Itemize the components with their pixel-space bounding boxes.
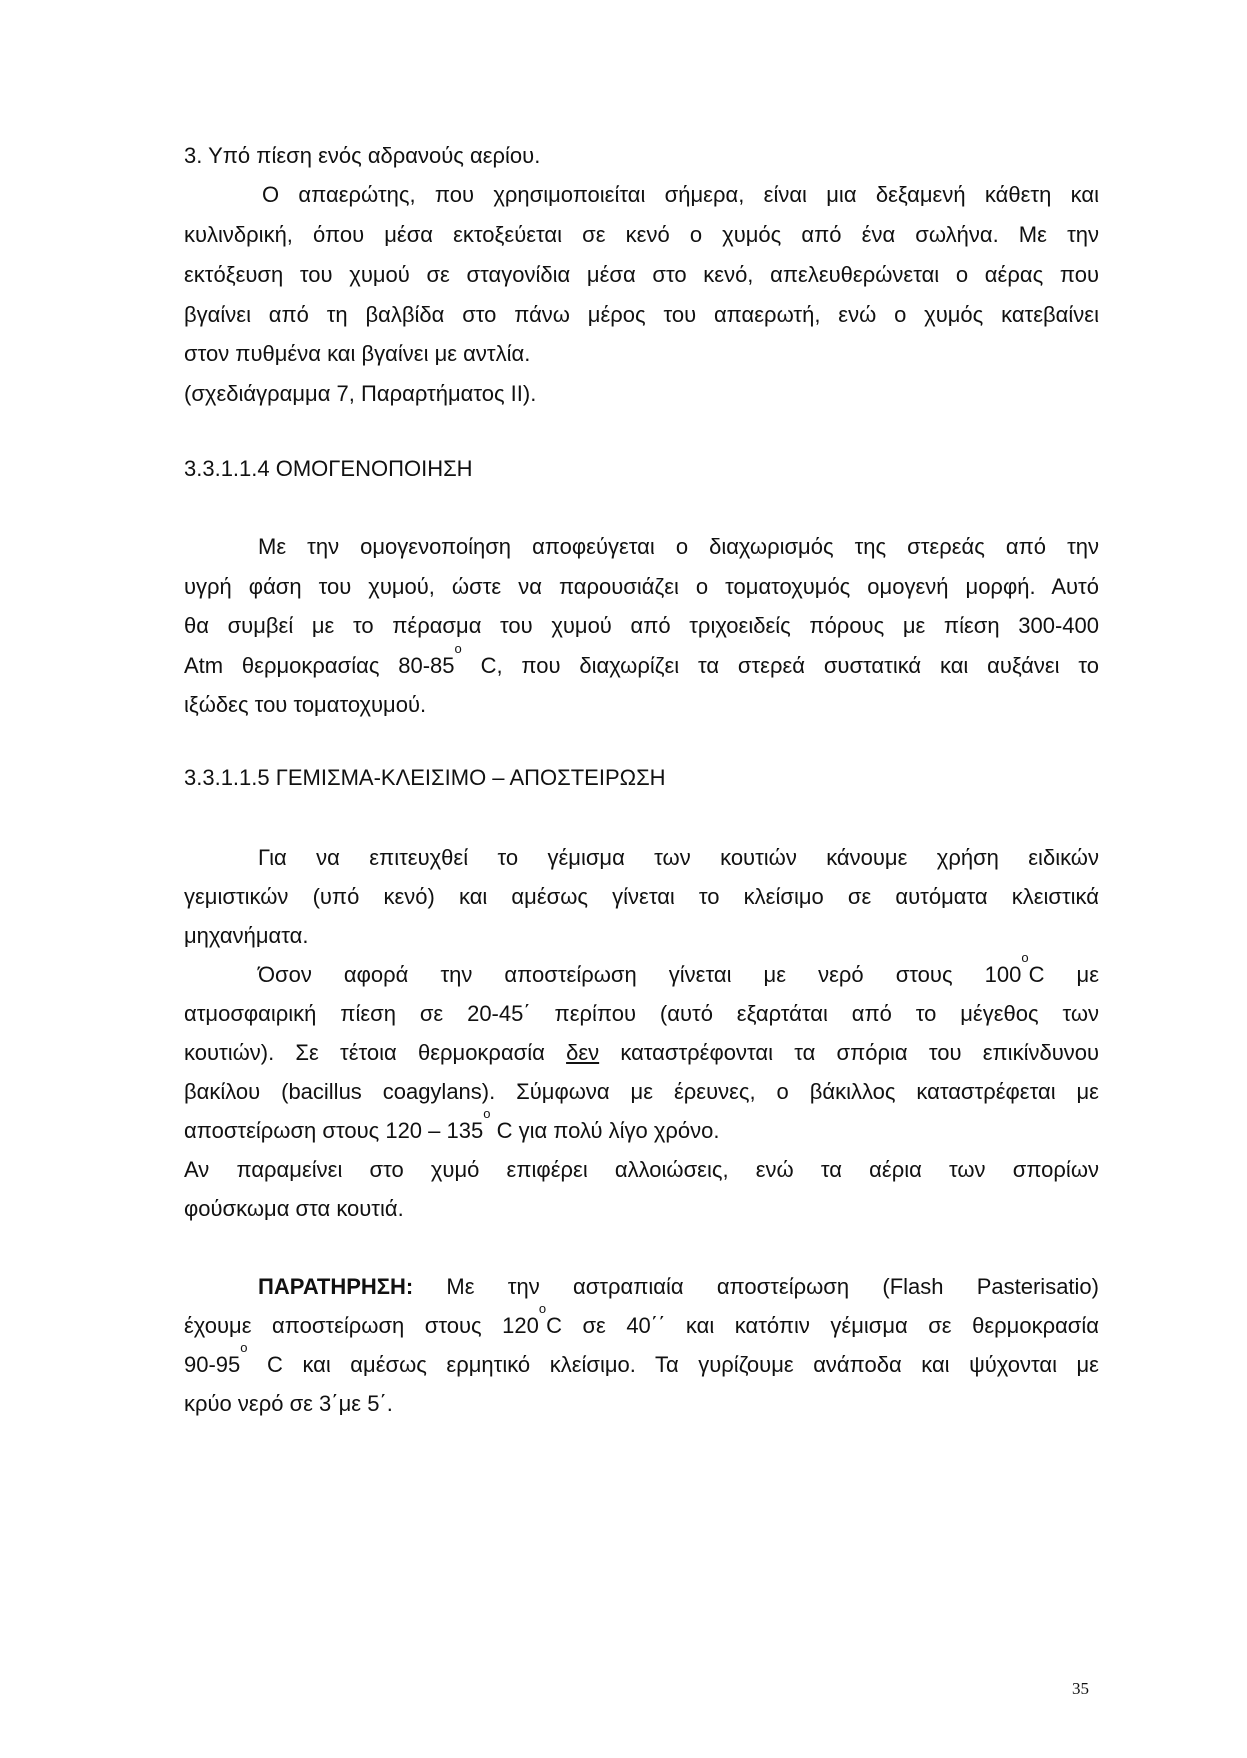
paragraph-line: στον πυθμένα και βγαίνει με αντλία. — [184, 341, 531, 366]
paragraph-line: Atm θερμοκρασίας $80-85^o$ C, που διαχωρίζει τα στερεά συστατικά και αυξάνει το — [184, 641, 1100, 678]
page-number: 35 — [1072, 1679, 1089, 1698]
paragraph-line: βγαίνει από τη βαλβίδα στο πάνω μέρος του απαερωτή, ενώ ο χυμός κατεβαίνει — [184, 302, 1099, 327]
paragraph-line: Αν παραμείνει στο χυμό επιφέρει αλλοιώσεις, ενώ τα αέρια των σπορίων — [184, 1157, 1099, 1182]
paragraph-line: γεμιστικών (υπό κενό) και αμέσως γίνεται το κλείσιμο σε αυτόματα κλειστικά — [184, 884, 1099, 909]
note-label: ΠΑΡΑΤΗΡΗΣΗ: — [258, 1274, 414, 1299]
paragraph-line: βακίλου (bacillus coagylans). Σύμφωνα με έρευνες, ο βάκιλλος καταστρέφεται με — [184, 1079, 1099, 1104]
section-heading-homogenization: 3.3.1.1.4 ΟΜΟΓΕΝΟΠΟΙΗΣΗ — [184, 456, 473, 481]
paragraph-line: φούσκωμα στα κουτιά. — [184, 1196, 404, 1221]
note-line: έχουμε αποστείρωση στους $120^oC$ σε 40΄΄ και κατόπιν γέμισμα σε θερμοκρασία — [184, 1301, 1099, 1338]
note-line: ΠΑΡΑΤΗΡΗΣΗ: Με την αστραπιαία αποστείρωση (Flash Pasterisatio) — [258, 1274, 1099, 1299]
paragraph-line: Όσον αφορά την αποστείρωση γίνεται με νερό στους $100^oC$ με — [258, 950, 1100, 987]
paragraph-line: (σχεδιάγραμμα 7, Παραρτήματος ΙΙ). — [184, 381, 537, 406]
note-line: κρύο νερό σε 3΄με 5΄. — [184, 1391, 393, 1416]
paragraph-line: μηχανήματα. — [184, 923, 309, 948]
paragraph-line: θα συμβεί με το πέρασμα του χυμού από τριχοειδείς πόρους με πίεση 300-400 — [184, 613, 1099, 638]
paragraph-line: αποστείρωση στους $120 - 135^o$ C για πολύ λίγο χρόνο. — [184, 1106, 720, 1143]
paragraph-line: ατμοσφαιρική πίεση σε 20-45΄ περίπου (αυτό εξαρτάται από το μέγεθος των — [184, 1001, 1099, 1026]
paragraph-line: Ο απαερώτης, που χρησιμοποιείται σήμερα, είναι μια δεξαμενή κάθετη και — [262, 182, 1099, 207]
paragraph-line: Για να επιτευχθεί το γέμισμα των κουτιών κάνουμε χρήση ειδικών — [258, 845, 1099, 870]
paragraph-line: Με την ομογενοποίηση αποφεύγεται ο διαχωρισμός της στερεάς από την — [258, 534, 1099, 559]
paragraph-line: κυλινδρική, όπου μέσα εκτοξεύεται σε κενό ο χυμός από ένα σωλήνα. Με την — [184, 222, 1099, 247]
section-3-heading: 3. Υπό πίεση ενός αδρανούς αερίου. — [184, 143, 541, 168]
note-line: $90-95^o$ C και αμέσως ερμητικό κλείσιμο. Τα γυρίζουμε ανάποδα και ψύχονται με — [184, 1340, 1099, 1377]
paragraph-line: υγρή φάση του χυμού, ώστε να παρουσιάζει ο τοματοχυμός ομογενή μορφή. Αυτό — [184, 574, 1099, 599]
section-heading-filling: 3.3.1.1.5 ΓΕΜΙΣΜΑ-ΚΛΕΙΣΙΜΟ – ΑΠΟΣΤΕΙΡΩΣΗ — [184, 765, 666, 790]
paragraph-line: κουτιών). Σε τέτοια θερμοκρασία δεν καταστρέφονται τα σπόρια του επικίνδυνου — [184, 1040, 1100, 1065]
paragraph-line: εκτόξευση του χυμού σε σταγονίδια μέσα στο κενό, απελευθερώνεται ο αέρας που — [184, 262, 1099, 287]
paragraph-line: ιξώδες του τοματοχυμού. — [184, 692, 427, 717]
